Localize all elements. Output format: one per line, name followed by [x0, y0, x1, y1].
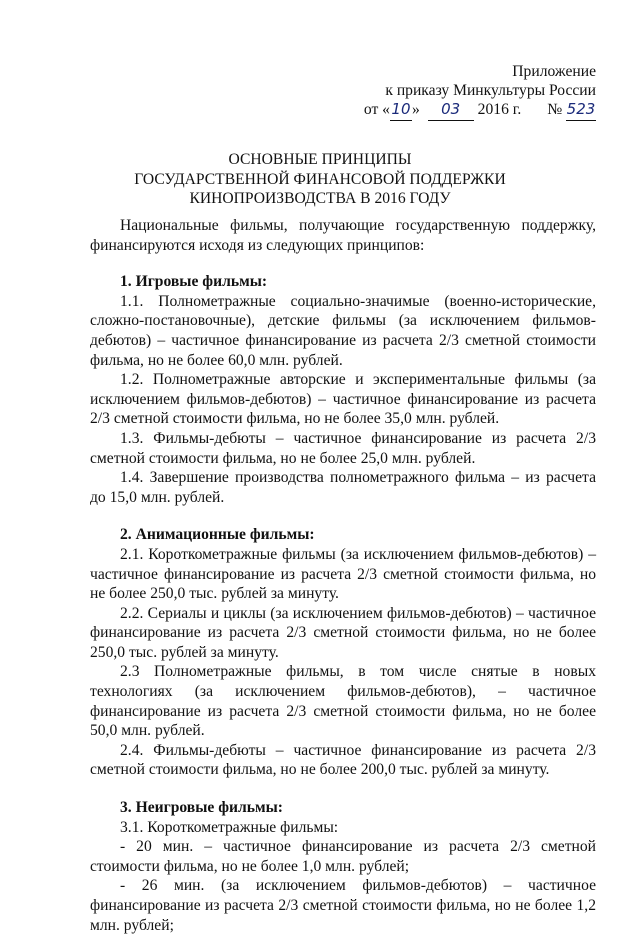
title-line-3: КИНОПРОИЗВОДСТВА В 2016 ГОДУ — [189, 190, 451, 208]
date-year: 2016 г. — [477, 101, 522, 118]
item-1-1: 1.1. Полнометражные социально-значимые (военно-исторические, сложно-постановочные), детские фильмы (за исключением фильмов-дебютов) – частичное финансирование из расчета 2/3 сметной стоимости фильма, но не более 60,0 млн. рублей. — [90, 292, 596, 369]
document-title — [0, 150, 640, 209]
item-3-1-26min: - 26 мин. (за исключением фильмов-дебютов) – частичное финансирование из расчета 2/3 сметной стоимости фильма, но не более 1,2 млн. рублей; — [90, 877, 596, 934]
item-1-3: 1.3. Фильмы-дебюты – частичное финансирование из расчета 2/3 сметной стоимости фильма, но не более 25,0 млн. рублей. — [90, 429, 596, 467]
item-1-2: 1.2. Полнометражные авторские и экспериментальные фильмы (за исключением фильмов-дебютов) – частичное финансирование из расчета 2/3 сметной стоимости фильма, но не более 35,0 млн. рублей. — [90, 371, 596, 428]
handwritten-number: 523 — [566, 100, 596, 121]
item-3-1-20min: - 20 мин. – частичное финансирование из расчета 2/3 сметной стоимости фильма, но не более 1,0 млн. рублей; — [90, 838, 596, 875]
item-2-3: 2.3 Полнометражные фильмы, в том числе снятые в новых технологиях (за исключением фильмов-дебютов), – частичное финансирование из расчета 2/3 сметной стоимости фильма, но не более 50,0 млн. рублей. — [90, 663, 596, 740]
document-body — [90, 216, 596, 935]
appendix-label: Приложение — [512, 63, 596, 80]
item-1-4: 1.4. Завершение производства полнометражного фильма – из расчета до 15,0 млн. рублей. — [90, 469, 596, 506]
item-2-2: 2.2. Сериалы и циклы (за исключением фильмов-дебютов) – частичное финансирование из расчета 2/3 сметной стоимости фильма, но не более 250,0 тыс. рублей за минуту. — [90, 604, 596, 661]
item-2-4: 2.4. Фильмы-дебюты – частичное финансирование из расчета 2/3 сметной стоимости фильма, но не более 200,0 тыс. рублей за минуту. — [90, 741, 596, 779]
section-heading-documentary-films: 3. Неигровые фильмы: — [120, 799, 283, 817]
title-line-1: ОСНОВНЫЕ ПРИНЦИПЫ — [228, 151, 412, 168]
handwritten-day: 10 — [390, 100, 412, 121]
section-heading-feature-films: 1. Игровые фильмы: — [120, 273, 268, 291]
date-mid: » — [411, 101, 420, 118]
title-line-2: ГОСУДАРСТВЕННОЙ ФИНАНСОВОЙ ПОДДЕРЖКИ — [134, 170, 506, 188]
handwritten-month: 03 — [428, 100, 474, 121]
section-heading-animated-films: 2. Анимационные фильмы: — [120, 526, 315, 544]
date-prefix: от « — [363, 101, 390, 118]
intro-paragraph: Национальные фильмы, получающие государственную поддержку, финансируются исходя из следующих принципов: — [90, 217, 596, 254]
order-date-line — [364, 100, 596, 121]
item-2-1: 2.1. Короткометражные фильмы (за исключением фильмов-дебютов) – частичное финансирование из расчета 2/3 сметной стоимости фильма, но не более 250,0 тыс. рублей за минуту. — [90, 545, 596, 603]
item-3-1: 3.1. Короткометражные фильмы: — [120, 818, 339, 836]
order-reference: к приказу Минкультуры России — [385, 82, 596, 99]
number-label: № — [547, 101, 563, 118]
